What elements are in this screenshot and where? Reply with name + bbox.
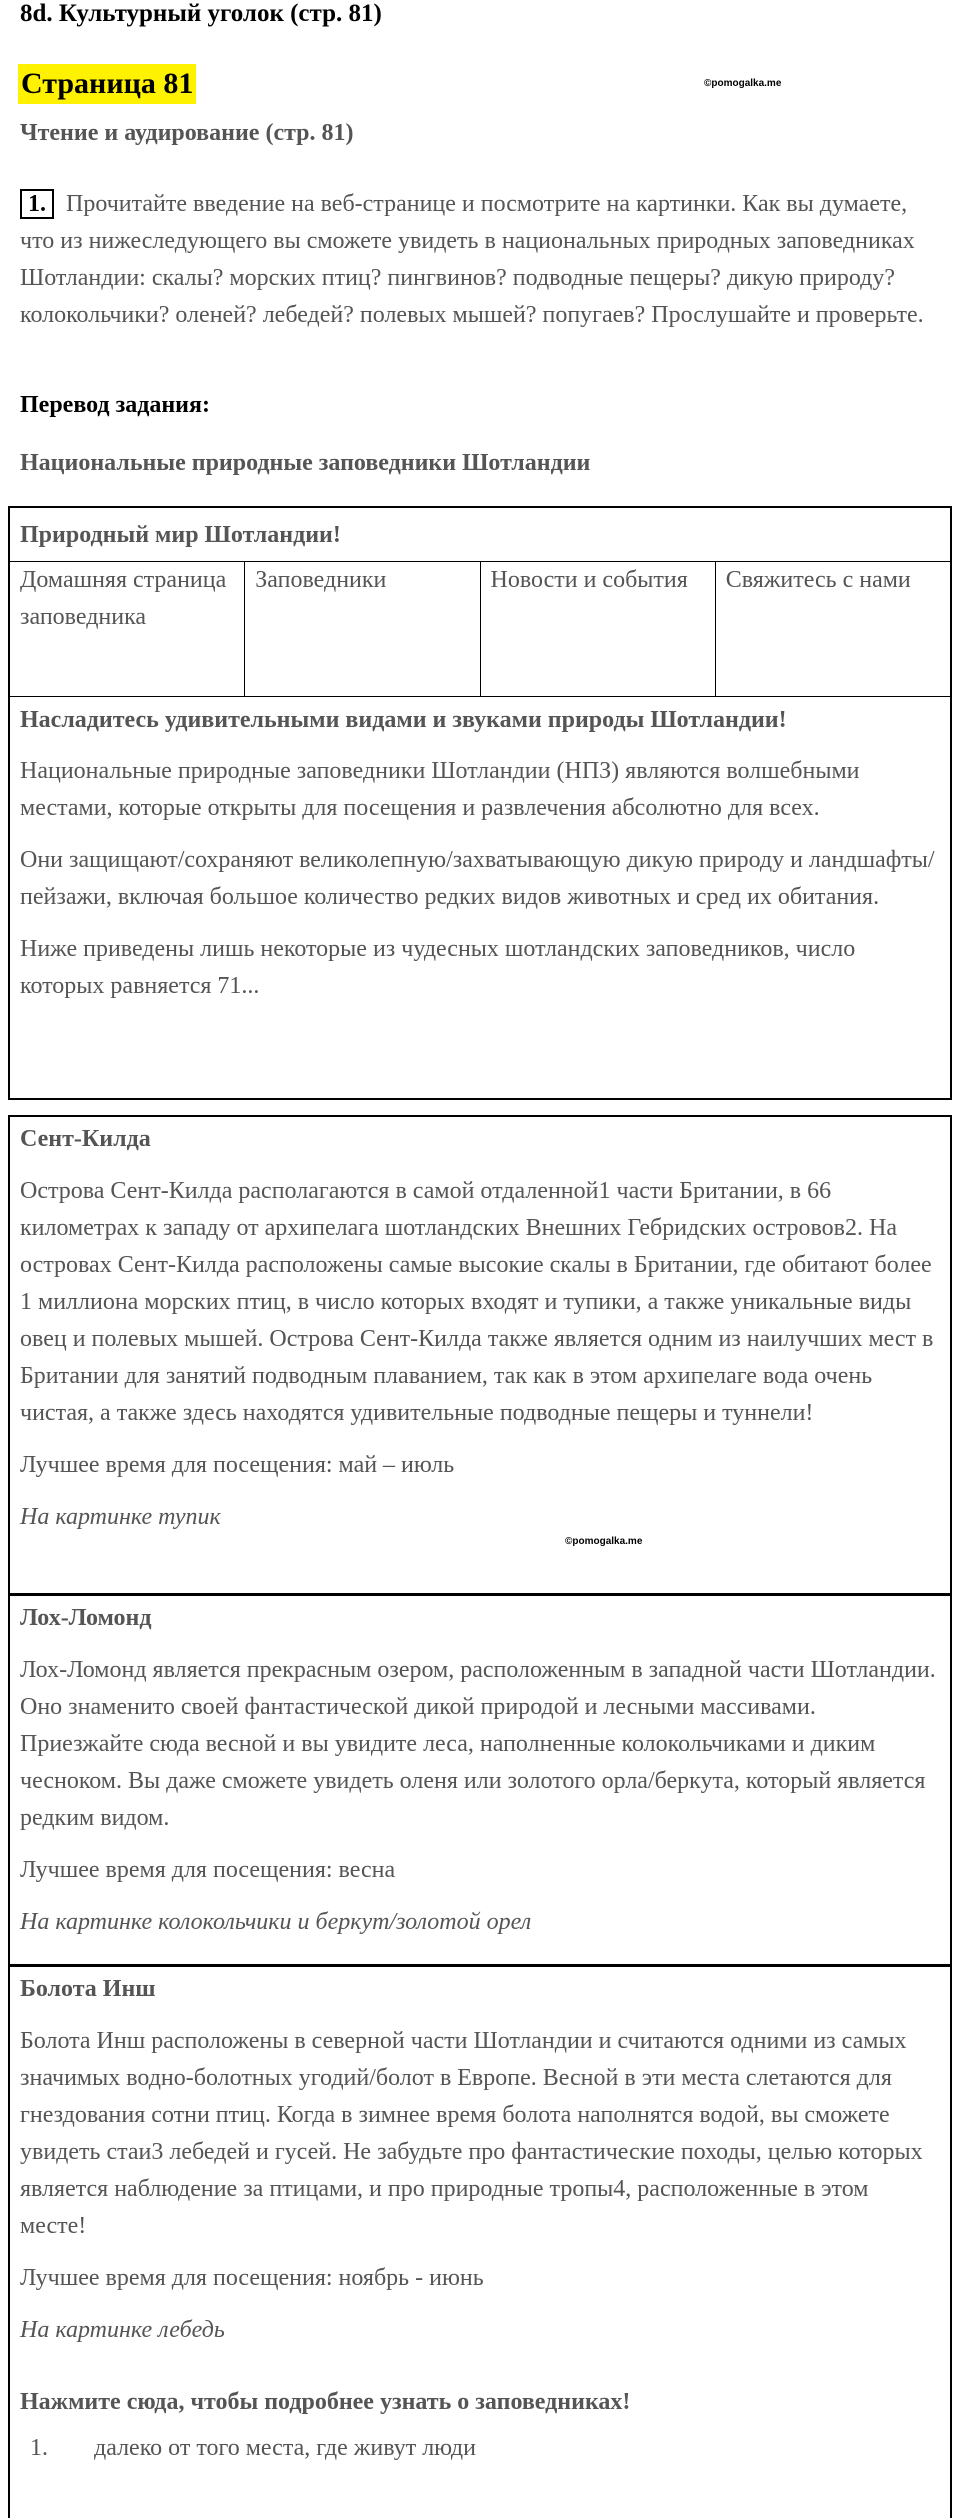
task-instruction xyxy=(20,186,940,334)
nav-item-home[interactable]: Домашняя страница заповедника xyxy=(10,562,245,696)
site-picture-caption: На картинке тупик xyxy=(20,1504,221,1530)
more-info-link[interactable]: Нажмите сюда, чтобы подробнее узнать о заповедниках! xyxy=(20,2389,631,2415)
nav-item-contact[interactable]: Свяжитесь с нами xyxy=(725,567,911,593)
page-number-heading: Страница 81 xyxy=(18,64,196,104)
site-best-time: Лучшее время для посещения: май – июль xyxy=(20,1452,455,1478)
reserves-heading: Национальные природные заповедники Шотландии xyxy=(20,450,591,476)
translation-label: Перевод задания: xyxy=(20,392,210,418)
lesson-title: 8d. Культурный уголок (стр. 81) xyxy=(20,0,382,27)
site-description: Лох-Ломонд является прекрасным озером, расположенным в западной части Шотландии. Оно знаменито своей фантастической дикой природой и лесными массивами. Приезжайте сюда весной и вы увидите леса, наполненные колокольчиками и диким чесноком. Вы даже сможете увидеть оленя или золотого орла/беркута, который является редким видом. xyxy=(20,1657,936,1831)
intro-webpage-box xyxy=(8,506,952,1100)
site-picture-caption: На картинке колокольчики и беркут/золотой орел xyxy=(20,1909,532,1935)
nav-item-reserves[interactable]: Заповедники xyxy=(245,562,480,696)
intro-paragraph: Национальные природные заповедники Шотландии (НПЗ) являются волшебными местами, которые открыты для посещения и развлечения абсолютно для всех. xyxy=(20,758,860,821)
site-card-loch-lomond xyxy=(8,1594,952,1966)
site-name: Болота Инш xyxy=(20,1976,156,2002)
site-card-insh-marshes xyxy=(8,1965,952,2518)
webpage-nav xyxy=(10,562,950,697)
section-subheading: Чтение и аудирование (стр. 81) xyxy=(20,120,354,146)
footnote-number: 1. xyxy=(30,2435,48,2461)
footnote-text: далеко от того места, где живут люди xyxy=(94,2435,476,2461)
site-description: Острова Сент-Килда располагаются в самой отдаленной1 части Британии, в 66 километрах к западу от архипелага шотландских Внешних Гебридских островов2. На островах Сент-Килда расположены самые высокие скалы в Британии, где обитают более 1 миллиона морских птиц, в число которых входят и тупики, а также уникальные виды овец и полевых мышей. Острова Сент-Килда также является одним из наилучших мест в Британии для занятий подводным плаванием, так как в этом архипелаге вода очень чистая, а также здесь находятся удивительные подводные пещеры и туннели! xyxy=(20,1178,934,1426)
task-number-badge: 1. xyxy=(20,189,54,219)
site-description: Болота Инш расположены в северной части Шотландии и считаются одними из самых значимых водно-болотных угодий/болот в Европе. Весной в эти места слетаются для гнездования сотни птиц. Когда в зимнее время болота наполнятся водой, вы сможете увидеть стаи3 лебедей и гусей. Не забудьте про фантастические походы, целью которых является наблюдение за птицами, и про природные тропы4, расположенные в этом месте! xyxy=(20,2028,923,2239)
site-picture-caption: На картинке лебедь xyxy=(20,2317,225,2343)
nav-item-news[interactable]: Новости и события xyxy=(481,562,716,696)
site-best-time: Лучшее время для посещения: ноябрь - июнь xyxy=(20,2265,484,2291)
footnote-item xyxy=(10,2429,950,2467)
site-best-time: Лучшее время для посещения: весна xyxy=(20,1857,396,1883)
site-card-st-kilda xyxy=(8,1115,952,1595)
intro-paragraph: Ниже приведены лишь некоторые из чудесных шотландских заповедников, число которых равняется 71... xyxy=(20,936,856,999)
site-name: Лох-Ломонд xyxy=(20,1605,152,1631)
intro-paragraph: Они защищают/сохраняют великолепную/захватывающую дикую природу и ландшафты/пейзажи, включая большое количество редких видов животных и сред их обитания. xyxy=(20,847,935,910)
site-name: Сент-Килда xyxy=(20,1126,151,1152)
webpage-title: Природный мир Шотландии! xyxy=(10,508,950,562)
intro-headline: Насладитесь удивительными видами и звуками природы Шотландии! xyxy=(20,707,787,733)
watermark: ©pomogalka.me xyxy=(565,1536,643,1547)
watermark: ©pomogalka.me xyxy=(704,78,782,89)
task-text: Прочитайте введение на веб-странице и посмотрите на картинки. Как вы думаете, что из нижеследующего вы сможете увидеть в национальных природных заповедниках Шотландии: скалы? морских птиц? пингвинов? подводные пещеры? дикую природу? колокольчики? оленей? лебедей? полевых мышей? попугаев? Прослушайте и проверьте. xyxy=(20,191,924,328)
